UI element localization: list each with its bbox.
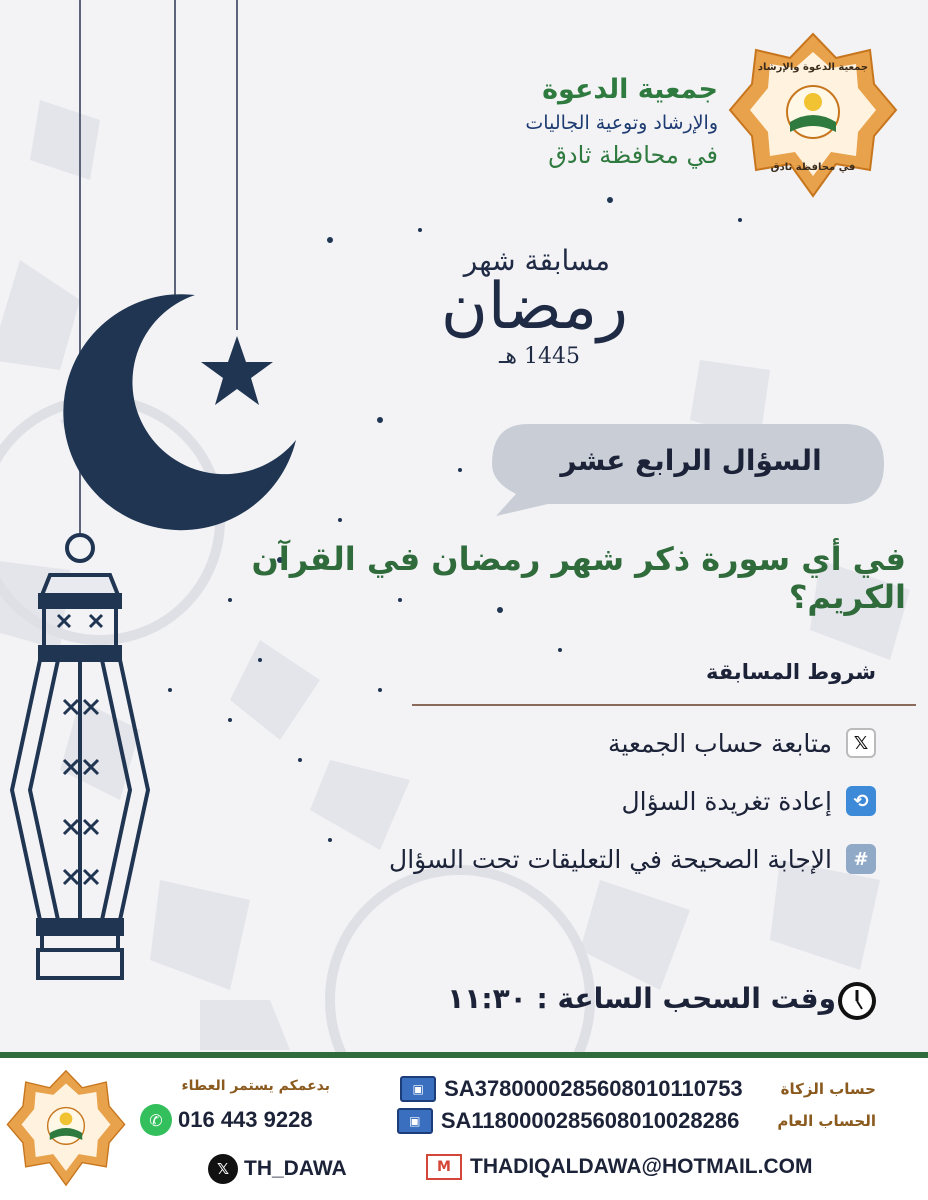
clock-icon [836, 980, 878, 1022]
lantern-icon [12, 535, 148, 978]
condition-item [316, 728, 876, 758]
condition-text: متابعة حساب الجمعية [608, 728, 832, 758]
ramadan-title: رمضان [440, 270, 628, 344]
general-label: الحساب العام [777, 1112, 876, 1130]
hijri-year: 1445 هـ [498, 344, 580, 369]
condition-item [316, 786, 876, 816]
general-iban[interactable]: SA1180000285608010028286 [440, 1108, 740, 1133]
condition-text: إعادة تغريدة السؤال [621, 786, 832, 816]
lantern-illustration [0, 0, 320, 990]
zakat-label: حساب الزكاة [780, 1080, 876, 1098]
x-handle[interactable]: TH_DAWA [244, 1157, 347, 1180]
org-name-line3: في محافظة ثادق [548, 141, 718, 169]
footer-top-bar [0, 1052, 928, 1058]
crescent-moon-icon [63, 294, 296, 530]
hashtag-icon: # [846, 844, 876, 874]
support-slogan: بدعمكم يستمر العطاء [181, 1078, 330, 1094]
conditions-divider [412, 704, 916, 706]
general-account-row [397, 1108, 876, 1134]
bank-icon: ▣ [397, 1108, 433, 1134]
email-address[interactable]: THADIQALDAWA@HOTMAIL.COM [470, 1155, 813, 1178]
zakat-account-row [400, 1076, 876, 1102]
whatsapp-icon: ✆ [140, 1104, 172, 1136]
gmail-icon: M [426, 1154, 462, 1180]
x-handle-contact [208, 1154, 347, 1184]
condition-text: الإجابة الصحيحة في التعليقات تحت السؤال [389, 844, 832, 874]
svg-text:جمعية الدعوة والإرشاد: جمعية الدعوة والإرشاد [757, 62, 869, 73]
question-label: السؤال الرابع عشر [560, 444, 822, 477]
organization-seal-logo [728, 30, 898, 200]
phone-contact [140, 1104, 313, 1136]
email-contact [426, 1154, 812, 1180]
condition-item [316, 844, 876, 874]
org-name-line1: جمعية الدعوة [542, 74, 718, 105]
organization-name [298, 72, 718, 172]
draw-time: وقت السحب الساعة : ١١:٣٠ [447, 982, 836, 1015]
svg-text:في محافظة ثادق: في محافظة ثادق [770, 162, 856, 173]
phone-number[interactable]: 016 443 9228 [178, 1107, 313, 1132]
conditions-title: شروط المسابقة [705, 660, 876, 684]
star-icon [201, 336, 273, 405]
x-logo-icon: 𝕏 [846, 728, 876, 758]
retweet-icon: ⟲ [846, 786, 876, 816]
bank-icon: ▣ [400, 1076, 436, 1102]
zakat-iban[interactable]: SA3780000285608010110753 [444, 1076, 743, 1101]
question-text: في أي سورة ذكر شهر رمضان في القرآن الكريم؟ [251, 540, 906, 616]
x-logo-icon: 𝕏 [208, 1154, 238, 1184]
organization-seal-logo [6, 1068, 126, 1188]
org-name-line2: والإرشاد وتوعية الجاليات [525, 112, 718, 134]
competition-title: مسابقة شهر [463, 244, 610, 277]
